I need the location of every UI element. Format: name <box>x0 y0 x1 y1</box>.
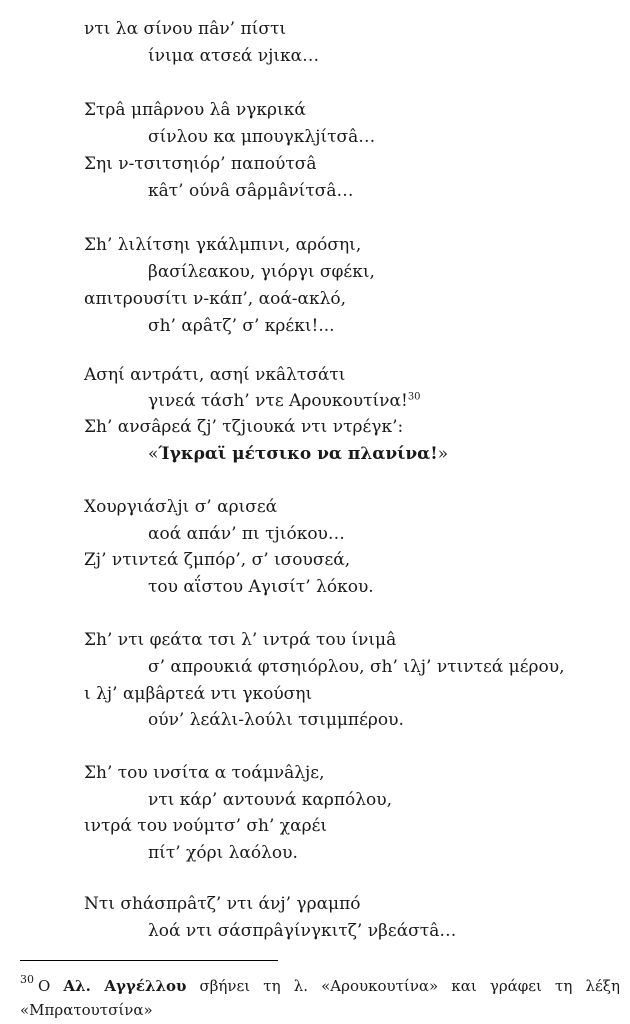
poem-line-text: γινεά τάσh’ ντε Αρουκουτίνα! <box>148 391 408 411</box>
poem-line: Ασηί αντράτι, ασηί νκâλτσάτι <box>84 365 346 385</box>
poem-line: Ντι σhάσπρâτζ’ ντι άνj’ γραμπό <box>84 894 361 914</box>
poem-line: αοά απάν’ πι τjιόκου… <box>148 524 345 544</box>
poem-line: λοά ντι σάσπρâγίνγκιτζ’ νβεάστâ… <box>148 921 457 941</box>
poem-line: ούν’ λεάλι-λούλι τσιμμπέρου. <box>148 710 404 730</box>
footnote-text: σβήνει τη λ. «Αρουκουτίνα» και γράφει τη λέξη «Μπρατουτσίνα» <box>20 977 620 1019</box>
quote-text: Ίγκραϊ μέτσικο να πλανίνα! <box>158 444 438 464</box>
poem-line: ίνιμα ατσεά νjικα… <box>148 46 320 66</box>
poem-line: Στρâ μπâρνου λâ νγκρικά <box>84 100 306 120</box>
poem-line: του αΐστου Αγισίτ’ λόκου. <box>148 577 374 597</box>
poem-line: Σηι ν-τσιτσηιόρ’ παπούτσâ <box>84 154 317 174</box>
poem-line: Σh’ ντι φεάτα τσι λ’ ιντρά του ίνιμâ <box>84 630 397 650</box>
poem-line: ντι κάρ’ αντουνά καρπόλου, <box>148 790 392 810</box>
footnote-prefix: Ο <box>38 977 64 995</box>
footnote <box>20 974 620 1022</box>
poem-line: Ζj’ ντιντεά ζμπόρ’, σ’ ισουσεά, <box>84 550 351 570</box>
poem-line: Σh’ του ινσίτα α τοάμνâλjε, <box>84 763 325 783</box>
poem-line: Σh’ ανσâρεά ζj’ τζjιουκά ντι ντρέγκ’: <box>84 417 404 437</box>
poem-line: σ’ απρουκιά φτσηιόρλου, σh’ ιλj’ ντιντεά μέρου, <box>148 657 565 677</box>
footnote-author: Αλ. Αγγέλλου <box>63 977 187 995</box>
poem-line: ιντρά του νούμτσ’ σh’ χαρέι <box>84 816 328 836</box>
footnote-reference[interactable]: 30 <box>407 391 421 403</box>
poem-line: σh’ αρâτζ’ σ’ κρέκι!... <box>148 316 335 336</box>
poem-line: σίνλου κα μπουγκλjίτσâ… <box>148 127 376 147</box>
poem-line: Σh’ λιλίτσηι γκάλμπινι, αρόσηι, <box>84 235 362 255</box>
footnote-divider <box>20 960 278 961</box>
poem-line: πίτ’ χόρι λαόλου. <box>148 843 298 863</box>
poem-line: βασίλεακου, γιόργι σφέκι, <box>148 262 375 282</box>
footnote-number: 30 <box>20 973 34 986</box>
quote-close-mark: » <box>437 444 449 464</box>
poem-quote-line <box>148 443 448 465</box>
poem-line: Χουργιάσλjι σ’ αρισεά <box>84 497 278 517</box>
poem-line: ι λj’ αμβâρτεά ντι γκούσηι <box>84 684 313 704</box>
poem-line: απιτρουσίτι ν-κάπ’, αοά-ακλό, <box>84 289 347 309</box>
quote-open-mark: « <box>148 444 159 464</box>
poem-line: ντι λα σίνου πâν’ πίστι <box>84 19 287 39</box>
poem-line: κâτ’ ούνâ σâρμâνίτσâ… <box>148 181 354 201</box>
poem-line-with-footnote <box>148 390 421 412</box>
